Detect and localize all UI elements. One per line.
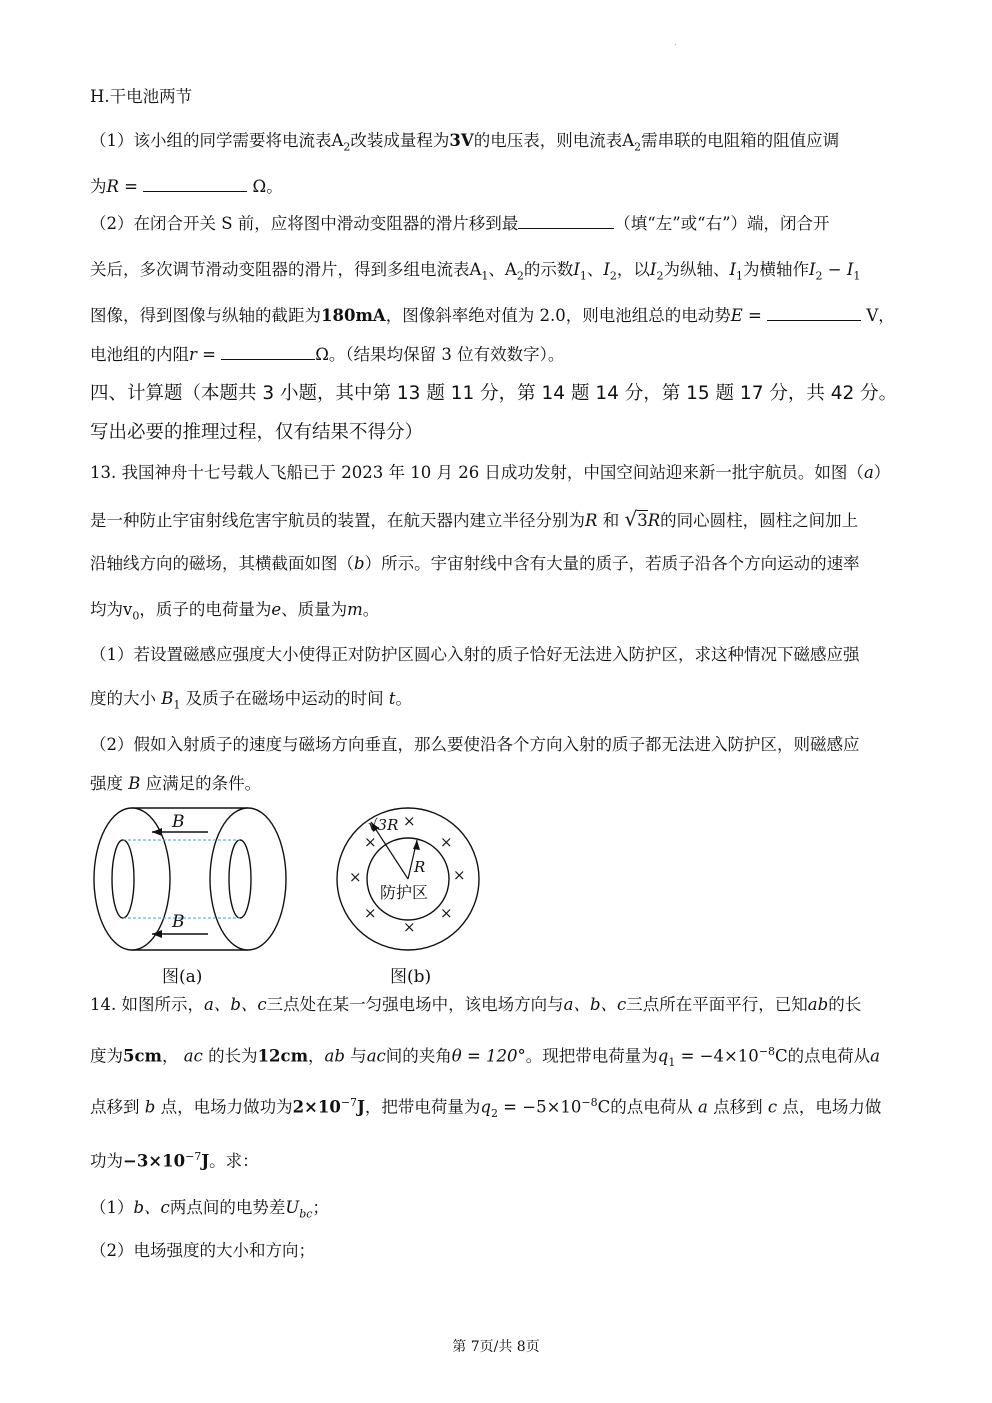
p14-line-5: （1）b、c两点间的电势差$U_{bc}$； bbox=[90, 1198, 329, 1221]
cross-mark: × bbox=[349, 868, 362, 886]
figure-a-caption: 图(a) bbox=[162, 967, 203, 987]
p13-line-5: （1）若设置磁感应强度大小使得正对防护区圆心入射的质子恰好无法进入防护区，求这种情况下磁感应强 bbox=[90, 645, 860, 664]
cross-mark: × bbox=[440, 904, 453, 922]
option-h: H.干电池两节 bbox=[90, 87, 193, 106]
top-dot: . bbox=[674, 38, 677, 47]
p13-line-1: 13. 我国神舟十七号载人飞船已于 2023 年 10 月 26 日成功发射，中国空间站迎来新一批宇航员。如图（a） bbox=[90, 463, 891, 482]
figure-a-label-bottom: B bbox=[172, 912, 185, 932]
page-number: 第 7页/共 8页 bbox=[452, 1339, 540, 1355]
cross-mark: × bbox=[403, 918, 416, 936]
cross-mark: × bbox=[364, 904, 377, 922]
figure-a-label-top: B bbox=[172, 812, 185, 832]
figure-b-label-inner: R bbox=[414, 858, 426, 876]
answer-blank-r[interactable] bbox=[143, 177, 247, 192]
cross-mark: × bbox=[403, 812, 416, 830]
q2-line-4: 电池组的内阻r = Ω。（结果均保留 3 位有效数字）。 bbox=[90, 345, 565, 364]
cross-mark: × bbox=[364, 833, 377, 851]
p14-line-1: 14. 如图所示，a、b、c三点处在某一匀强电场中，该电场方向与a、b、c三点所在平面平行，已知ab的长 bbox=[90, 995, 862, 1014]
q2-line-2: 关后，多次调节滑动变阻器的滑片，得到多组电流表$A_1$、$A_2$的示数$I_1$、$I_2$，以$I_2$为纵轴、$I_1$为横轴作$I_2 - I_1$ bbox=[90, 260, 861, 283]
p13-line-8: 强度 B 应满足的条件。 bbox=[90, 774, 262, 793]
p14-line-3: 点移到 b 点，电场力做功为$2\times 10^{-7}J$，把带电荷量为$q_2 = -5\times 10^{-8}C$的点电荷从 a 点移到 c 点，电场力做 bbox=[90, 1096, 882, 1120]
section-title-2: 写出必要的推理过程，仅有结果不得分） bbox=[90, 422, 424, 443]
sqrt3-r: √3R bbox=[624, 507, 661, 531]
answer-blank-end[interactable] bbox=[518, 214, 614, 229]
figure-b-label-outer: √3R bbox=[368, 816, 399, 834]
p13-line-6: 度的大小 $B_1$ 及质子在磁场中运动的时间 t。 bbox=[90, 689, 413, 712]
q1-line-2: 为R = Ω。 bbox=[90, 177, 283, 196]
cross-mark: × bbox=[440, 833, 453, 851]
p14-line-2: 度为5cm， ac 的长为12cm，ab 与ac间的夹角θ = 120°。现把带电荷量为$q_1 = -4\times 10^{-8}C$的点电荷从a bbox=[90, 1045, 880, 1069]
q1-line-1: （1）该小组的同学需要将电流表$A_2$改装成量程为3V的电压表，则电流表$A_2$需串联的电阻箱的阻值应调 bbox=[90, 131, 840, 154]
answer-blank-r-internal[interactable] bbox=[221, 345, 315, 360]
figure-b-caption: 图(b) bbox=[390, 967, 432, 987]
answer-blank-e[interactable] bbox=[767, 306, 861, 321]
figure-b-center-label: 防护区 bbox=[380, 883, 429, 902]
q2-line-1: （2）在闭合开关 S 前，应将图中滑动变阻器的滑片移到最 （填“左”或“右”）端，闭合开 bbox=[90, 214, 830, 233]
p14-line-6: （2）电场强度的大小和方向； bbox=[90, 1241, 315, 1260]
p13-line-3: 沿轴线方向的磁场，其横截面如图（b）所示。宇宙射线中含有大量的质子，若质子沿各个方向运动的速率 bbox=[90, 554, 860, 573]
p14-line-4: 功为$-3\times 10^{-7}J$。求： bbox=[90, 1150, 259, 1171]
section-title: 四、计算题（本题共 3 小题，其中第 13 题 11 分，第 14 题 14 分，第 15 题 17 分，共 42 分。 bbox=[90, 383, 898, 404]
cross-mark: × bbox=[453, 866, 466, 884]
p13-line-7: （2）假如入射质子的速度与磁场方向垂直，那么要使沿各个方向入射的质子都无法进入防护区，则磁感应 bbox=[90, 735, 860, 754]
p13-line-2: 是一种防止宇宙射线危害宇航员的装置，在航天器内建立半径分别为R 和 √3R的同心圆柱，圆柱之间加上 bbox=[90, 507, 859, 531]
p13-line-4: 均为$v_0$，质子的电荷量为e、质量为m。 bbox=[90, 600, 380, 623]
figure-a-cylinder bbox=[90, 804, 290, 954]
q2-line-3: 图像，得到图像与纵轴的截距为180mA，图像斜率绝对值为 2.0，则电池组总的电动势E = V， bbox=[90, 306, 895, 325]
